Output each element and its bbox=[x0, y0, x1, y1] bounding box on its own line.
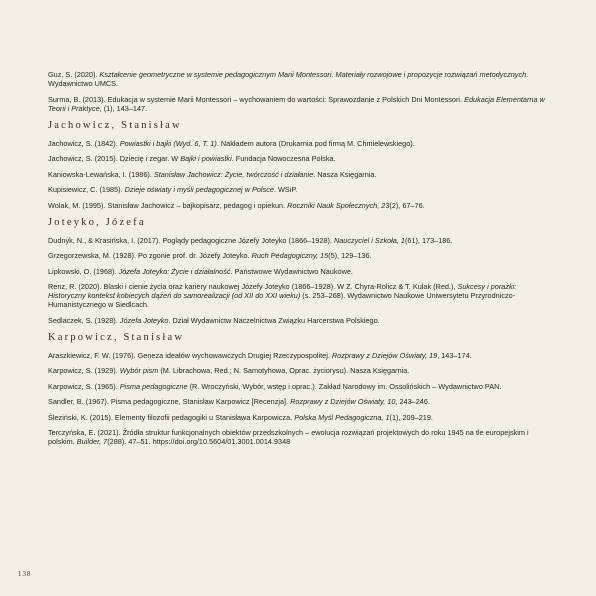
bib-entry: Wolak, M. (1995). Stanisław Jachowicz – bajkopisarz, pedagog i opiekun. Roczniki Nauk Społecznych, 23(2), 67–76. bbox=[48, 200, 425, 210]
section-heading: Karpowicz, Stanisław bbox=[48, 331, 185, 343]
section-heading: Joteyko, Józefa bbox=[48, 216, 146, 228]
bib-entry: Śleziński, K. (2015). Elementy filozofii pedagogiki u Stanisława Karpowicza. Polska Myśl Pedagogiczna, 1(1), 209–219. bbox=[48, 412, 433, 422]
bib-entry: Terczyńska, E. (2021). Źródła struktur funkcjonalnych obiektów przedszkolnych – ewolucja rozwiązań projektowych do roku 1945 na tle europejskim i polskim. Builder, 7(288). 47–51. https://doi.org/10.5604/01.3001.0014.9348 bbox=[48, 428, 529, 446]
bib-entry: Renz, R. (2020). Blaski i cienie życia oraz kariery naukowej Józefy Joteyko (1866–1928). W Z. Chyra-Rolicz & T. Kulak (Red.), Sukcesy i porażki: Historyczny kontekst kobiecych dążeń do samorealizacji (od XII do XXI wieku) (s. 253–268). Wydawnictwo Naukowe Uniwersytetu Przyrodniczo-Humanistycznego w Siedlcach. bbox=[48, 282, 517, 309]
page-number: 138 bbox=[18, 570, 32, 578]
bib-entry: Karpowicz, S. (1965). Pisma pedagogiczne (R. Wroczyński, Wybór, wstęp i oprac.). Zakład Narodowy im. Ossolińskich – Wydawnictwo PAN. bbox=[48, 381, 502, 391]
bib-entry: Karpowicz, S. (1929). Wybór pism (M. Librachowa, Red.; N. Samotyhowa, Oprac. życiorysu). Nasza Księgarnia. bbox=[48, 366, 410, 375]
bib-entry: Kupisiewicz, C. (1985). Dzieje oświaty i myśli pedagogicznej w Polsce. WSiP. bbox=[48, 185, 298, 194]
bib-entry: Sedlaczek, S. (1928). Józefa Joteyko. Dział Wydawnictw Naczelnictwa Związku Harcerstwa Polskiego. bbox=[48, 315, 380, 325]
bib-entry: Kaniowska-Lewańska, I. (1986). Stanisław Jachowicz: Życie, twórczość i działanie. Nasza Księgarnia. bbox=[48, 169, 377, 179]
bib-entry: Dudnyk, N., & Krasińska, I. (2017). Poglądy pedagogiczne Józefy Joteyko (1866–1928). Nauczyciel i Szkoła, 1(61), 173–186. bbox=[48, 235, 453, 245]
bib-entry: Lipkowski, O. (1968). Józefa Joteyko: Życie i działalność. Państwowe Wydawnictwo Naukowe. bbox=[48, 266, 353, 276]
bib-entry: Sandler, B. (1967). Pisma pedagogiczne, Stanisław Karpowicz [Recenzja]. Rozprawy z Dziejów Oświaty, 10, 243–246. bbox=[48, 397, 430, 406]
section-heading: Jachowicz, Stanisław bbox=[48, 119, 182, 131]
bib-entry: Jachowicz, S. (1842). Powiastki i bajki (Wyd. 6, T. 1). Nakładem autora (Drukarnia pod firmą M. Chmielewskiego). bbox=[48, 138, 415, 148]
bib-entry: Araszkiewicz, F. W. (1976). Geneza ideałów wychowawczych Drugiej Rzeczypospolitej. Rozprawy z Dziejów Oświaty, 19, 143–174. bbox=[48, 350, 472, 360]
bib-entry: Grzegorzewska, M. (1928). Po zgonie prof. dr. Józefy Joteyko. Ruch Pedagogiczny, 15(5), 129–136. bbox=[48, 251, 372, 260]
bib-entry: Guz, S. (2020). Kształcenie geometryczne w systemie pedagogicznym Marii Montessori. Materiały rozwojowe i propozycje rozwiązań metodycznych. Wydawnictwo UMCS. bbox=[48, 70, 529, 88]
bibliography bbox=[48, 70, 548, 453]
bib-entry: Surma, B. (2013). Edukacja w systemie Marii Montessori – wychowaniem do wartości: Sprawozdanie z Polskich Dni Montessori. Edukacja Elementarna w Teorii i Praktyce, (1), 143–147. bbox=[48, 94, 545, 113]
bib-entry: Jachowicz, S. (2015). Dziecię i zegar. W Bajki i powiastki. Fundacja Nowoczesna Polska. bbox=[48, 154, 336, 163]
